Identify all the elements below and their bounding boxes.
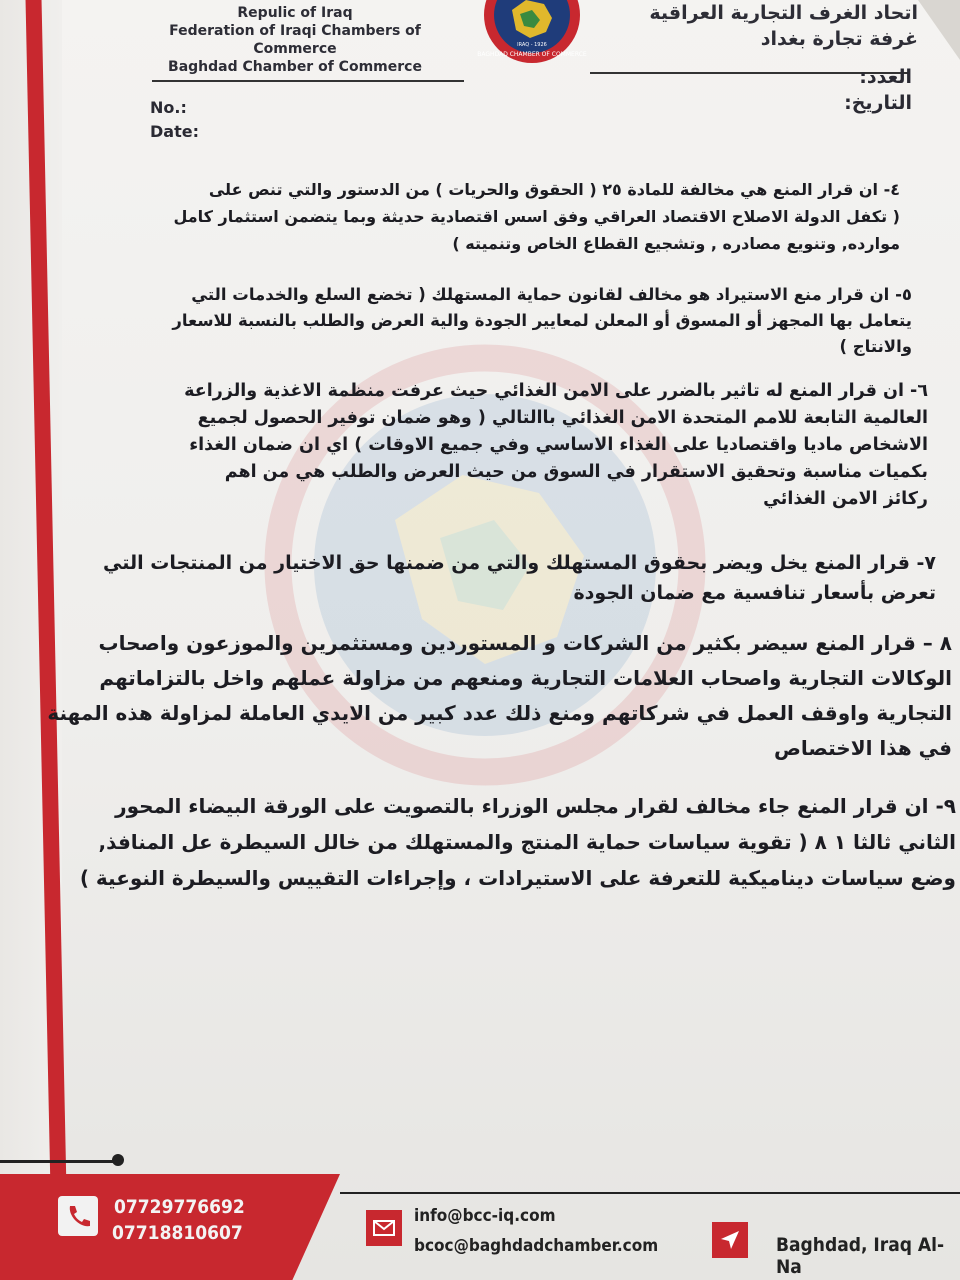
chamber-name: Baghdad Chamber of Commerce bbox=[168, 59, 422, 75]
chamber-logo bbox=[462, 0, 602, 70]
address-text: Baghdad, Iraq Al-Na bbox=[776, 1234, 945, 1278]
paragraph-line: ٦- ان قرار المنع له تاثير بالضرر على الامن الغذائي حيث عرفت منظمة الاغذية والزراعة bbox=[184, 381, 928, 401]
arabic-date-label: التاريخ: bbox=[844, 92, 912, 114]
arabic-letterhead bbox=[618, 0, 918, 52]
paragraph-6 bbox=[88, 378, 928, 513]
paragraph-line: ٩- ان قرار المنع جاء مخالف لقرار مجلس الوزراء بالتصويت على الورقة البيضاء المحور bbox=[115, 794, 956, 818]
arabic-federation-name: اتحاد الغرف التجارية العراقية bbox=[649, 2, 918, 24]
date-label: Date: bbox=[150, 122, 199, 141]
phone-number-1[interactable]: 07729776692 bbox=[114, 1196, 245, 1218]
paragraph-9 bbox=[36, 788, 956, 896]
paragraph-7 bbox=[56, 548, 936, 608]
phone-number-2[interactable]: 07718810607 bbox=[112, 1222, 243, 1244]
paragraph-line: ركائز الامن الغذائي bbox=[763, 489, 928, 509]
location-icon bbox=[712, 1222, 748, 1258]
paragraph-line: ( تكفل الدولة الاصلاح الاقتصاد العراقي وفق اسس اقتصادية حديثة وبما يتضمن استثمار كامل bbox=[173, 207, 900, 226]
paragraph-line: موارده, وتنويع مصادره , وتشجيع القطاع الخاص وتنميته ) bbox=[452, 234, 900, 253]
arabic-chamber-name: غرفة تجارة بغداد bbox=[760, 28, 918, 50]
paragraph-line: ٧- قرار المنع يخل ويضر بحقوق المستهلك والتي من ضمنها حق الاختيار من المنتجات التي bbox=[103, 552, 936, 574]
paragraph-line: العالمية التابعة للامم المتحدة الامن الغذائي باالتالي ( وهو ضمان توفير الحصول لجميع bbox=[197, 408, 928, 428]
paragraph-8 bbox=[47, 626, 952, 766]
footer-rule-dot bbox=[112, 1154, 124, 1166]
footer-rule-right bbox=[340, 1192, 960, 1194]
email-info[interactable]: info@bcc-iq.com bbox=[414, 1206, 556, 1226]
header-rule-left bbox=[152, 80, 464, 82]
english-letterhead bbox=[130, 4, 460, 76]
paragraph-line: ٥- ان قرار منع الاستيراد هو مخالف لقانون حماية المستهلك ( تخضع السلع والخدمات التي bbox=[191, 285, 912, 304]
email-bcoc[interactable]: bcoc@baghdadchamber.com bbox=[414, 1236, 659, 1256]
mail-icon bbox=[366, 1210, 402, 1246]
paragraph-line: في هذا الاختصاص bbox=[774, 736, 952, 760]
phone-icon bbox=[58, 1196, 98, 1236]
paragraph-line: الثاني ثالثا ١ ٨ ( تقوية سياسات حماية المنتج والمستهلك من خالل السيطرة عل المنافذ, bbox=[98, 830, 956, 854]
federation-name: Federation of Iraqi Chambers of Commerce bbox=[169, 23, 421, 57]
footer-rule-top bbox=[0, 1160, 120, 1163]
paragraph-line: الوكالات التجارية واصحاب العلامات التجارية ومنعهم من مزاولة عملهم واخل بالتزاماتهم bbox=[99, 666, 952, 690]
paragraph-line: ٤- ان قرار المنع هي مخالفة للمادة ٢٥ ( الحقوق والحريات ) من الدستور والتي تنص على bbox=[208, 180, 900, 199]
paragraph-line: يتعامل بها المجهز أو المسوق أو المعلن لمعايير الجودة والية العرض والطلب بالنسبة للاسعار bbox=[172, 311, 912, 330]
logo-ring-text: BAGHDAD CHAMBER OF COMMERCE bbox=[477, 51, 587, 58]
paragraph-line: والانتاج ) bbox=[839, 337, 912, 356]
logo-year-text: IRAQ - 1926 bbox=[517, 42, 547, 48]
paragraph-line: التجارية واوقف العمل في شركاتهم ومنع ذلك عدد كبير من الايدي العاملة لمزاولة هذه المهنة bbox=[47, 701, 952, 725]
arabic-number-label: العدد: bbox=[859, 66, 912, 88]
paragraph-line: وضع سياسات ديناميكية للتعرفة على الاستيرادات ، وإجراءات التقييس والسيطرة النوعية ) bbox=[79, 866, 956, 890]
number-label: No.: bbox=[150, 98, 187, 117]
country-name: Repulic of Iraq bbox=[237, 5, 353, 21]
paragraph-line: الاشخاص ماديا واقتصاديا على الغذاء الاساسي وفي جميع الاوقات ) اي ان ضمان الغذاء bbox=[189, 435, 928, 455]
paragraph-4 bbox=[110, 176, 900, 257]
paragraph-line: تعرض بأسعار تنافسية مع ضمان الجودة bbox=[573, 582, 936, 604]
paragraph-line: بكميات مناسبة وتحقيق الاستقرار في السوق من حيث العرض والطلب هي من اهم bbox=[224, 462, 928, 482]
paragraph-line: ٨ – قرار المنع سيضر بكثير من الشركات و المستوردين ومستثمرين والموزعون واصحاب bbox=[98, 631, 952, 655]
paragraph-5 bbox=[112, 282, 912, 360]
